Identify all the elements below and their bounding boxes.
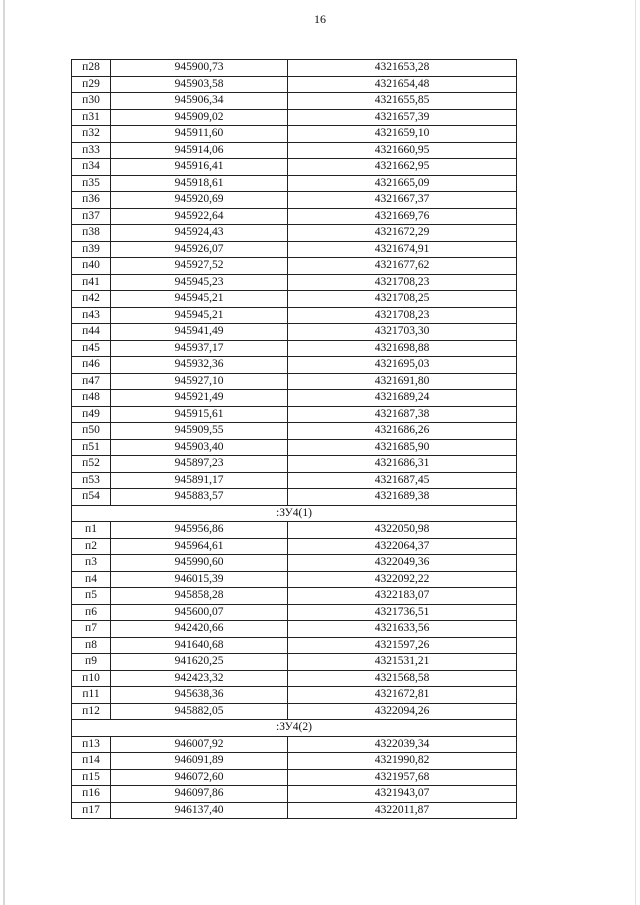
table-row xyxy=(72,423,517,440)
point-id-cell: п14 xyxy=(72,753,111,770)
y-coordinate-cell: 4321708,23 xyxy=(288,274,517,291)
y-coordinate-cell: 4321695,03 xyxy=(288,357,517,374)
x-coordinate-cell: 941640,68 xyxy=(111,637,288,654)
table-row xyxy=(72,109,517,126)
point-id-cell: п45 xyxy=(72,340,111,357)
x-coordinate-cell: 945903,58 xyxy=(111,76,288,93)
y-coordinate-cell: 4321633,56 xyxy=(288,621,517,638)
table-row xyxy=(72,241,517,258)
y-coordinate-cell: 4321660,95 xyxy=(288,142,517,159)
point-id-cell: п52 xyxy=(72,456,111,473)
point-id-cell: п12 xyxy=(72,703,111,720)
x-coordinate-cell: 942420,66 xyxy=(111,621,288,638)
point-id-cell: п15 xyxy=(72,769,111,786)
y-coordinate-cell: 4321531,21 xyxy=(288,654,517,671)
y-coordinate-cell: 4321665,09 xyxy=(288,175,517,192)
table-row xyxy=(72,687,517,704)
x-coordinate-cell: 945937,17 xyxy=(111,340,288,357)
x-coordinate-cell: 945926,07 xyxy=(111,241,288,258)
y-coordinate-cell: 4321657,39 xyxy=(288,109,517,126)
scan-edge-right xyxy=(635,0,636,905)
scan-edge-left xyxy=(3,0,5,905)
point-id-cell: п53 xyxy=(72,472,111,489)
table-row xyxy=(72,76,517,93)
x-coordinate-cell: 945918,61 xyxy=(111,175,288,192)
y-coordinate-cell: 4321659,10 xyxy=(288,126,517,143)
x-coordinate-cell: 945891,17 xyxy=(111,472,288,489)
table-row xyxy=(72,93,517,110)
table-row xyxy=(72,654,517,671)
x-coordinate-cell: 946091,89 xyxy=(111,753,288,770)
x-coordinate-cell: 945883,57 xyxy=(111,489,288,506)
x-coordinate-cell: 945932,36 xyxy=(111,357,288,374)
coordinates-table xyxy=(71,59,517,819)
y-coordinate-cell: 4321568,58 xyxy=(288,670,517,687)
point-id-cell: п41 xyxy=(72,274,111,291)
table-row xyxy=(72,753,517,770)
point-id-cell: п30 xyxy=(72,93,111,110)
x-coordinate-cell: 942423,32 xyxy=(111,670,288,687)
y-coordinate-cell: 4321957,68 xyxy=(288,769,517,786)
point-id-cell: п43 xyxy=(72,307,111,324)
point-id-cell: п7 xyxy=(72,621,111,638)
y-coordinate-cell: 4322049,36 xyxy=(288,555,517,572)
x-coordinate-cell: 945945,21 xyxy=(111,307,288,324)
x-coordinate-cell: 945945,21 xyxy=(111,291,288,308)
y-coordinate-cell: 4322050,98 xyxy=(288,522,517,539)
x-coordinate-cell: 945941,49 xyxy=(111,324,288,341)
point-id-cell: п46 xyxy=(72,357,111,374)
table-row xyxy=(72,604,517,621)
y-coordinate-cell: 4321653,28 xyxy=(288,60,517,77)
point-id-cell: п33 xyxy=(72,142,111,159)
table-row xyxy=(72,357,517,374)
y-coordinate-cell: 4321698,88 xyxy=(288,340,517,357)
y-coordinate-cell: 4321685,90 xyxy=(288,439,517,456)
y-coordinate-cell: 4321667,37 xyxy=(288,192,517,209)
x-coordinate-cell: 945916,41 xyxy=(111,159,288,176)
section-header-row xyxy=(72,720,517,737)
y-coordinate-cell: 4321736,51 xyxy=(288,604,517,621)
y-coordinate-cell: 4321672,81 xyxy=(288,687,517,704)
x-coordinate-cell: 945964,61 xyxy=(111,538,288,555)
y-coordinate-cell: 4321708,23 xyxy=(288,307,517,324)
y-coordinate-cell: 4321689,38 xyxy=(288,489,517,506)
point-id-cell: п48 xyxy=(72,390,111,407)
x-coordinate-cell: 945990,60 xyxy=(111,555,288,572)
x-coordinate-cell: 946137,40 xyxy=(111,802,288,819)
y-coordinate-cell: 4321674,91 xyxy=(288,241,517,258)
x-coordinate-cell: 946015,39 xyxy=(111,571,288,588)
point-id-cell: п40 xyxy=(72,258,111,275)
table-row xyxy=(72,489,517,506)
x-coordinate-cell: 945903,40 xyxy=(111,439,288,456)
y-coordinate-cell: 4321691,80 xyxy=(288,373,517,390)
page-number: 16 xyxy=(314,12,326,26)
x-coordinate-cell: 945906,34 xyxy=(111,93,288,110)
x-coordinate-cell: 945945,23 xyxy=(111,274,288,291)
x-coordinate-cell: 945914,06 xyxy=(111,142,288,159)
y-coordinate-cell: 4322183,07 xyxy=(288,588,517,605)
x-coordinate-cell: 945924,43 xyxy=(111,225,288,242)
y-coordinate-cell: 4321943,07 xyxy=(288,786,517,803)
point-id-cell: п16 xyxy=(72,786,111,803)
y-coordinate-cell: 4321597,26 xyxy=(288,637,517,654)
x-coordinate-cell: 945915,61 xyxy=(111,406,288,423)
y-coordinate-cell: 4321687,38 xyxy=(288,406,517,423)
table-row xyxy=(72,225,517,242)
point-id-cell: п37 xyxy=(72,208,111,225)
x-coordinate-cell: 945911,60 xyxy=(111,126,288,143)
table-row xyxy=(72,373,517,390)
y-coordinate-cell: 4321655,85 xyxy=(288,93,517,110)
table-row xyxy=(72,126,517,143)
table-row xyxy=(72,802,517,819)
point-id-cell: п3 xyxy=(72,555,111,572)
point-id-cell: п4 xyxy=(72,571,111,588)
table-row xyxy=(72,340,517,357)
y-coordinate-cell: 4321708,25 xyxy=(288,291,517,308)
table-row xyxy=(72,736,517,753)
x-coordinate-cell: 945600,07 xyxy=(111,604,288,621)
point-id-cell: п47 xyxy=(72,373,111,390)
point-id-cell: п2 xyxy=(72,538,111,555)
table-row xyxy=(72,208,517,225)
table-row xyxy=(72,291,517,308)
point-id-cell: п1 xyxy=(72,522,111,539)
x-coordinate-cell: 945921,49 xyxy=(111,390,288,407)
point-id-cell: п28 xyxy=(72,60,111,77)
y-coordinate-cell: 4321672,29 xyxy=(288,225,517,242)
x-coordinate-cell: 945900,73 xyxy=(111,60,288,77)
point-id-cell: п51 xyxy=(72,439,111,456)
point-id-cell: п13 xyxy=(72,736,111,753)
point-id-cell: п38 xyxy=(72,225,111,242)
y-coordinate-cell: 4321689,24 xyxy=(288,390,517,407)
table-row xyxy=(72,324,517,341)
table-row xyxy=(72,571,517,588)
y-coordinate-cell: 4321703,30 xyxy=(288,324,517,341)
y-coordinate-cell: 4321669,76 xyxy=(288,208,517,225)
y-coordinate-cell: 4321990,82 xyxy=(288,753,517,770)
y-coordinate-cell: 4322039,34 xyxy=(288,736,517,753)
point-id-cell: п35 xyxy=(72,175,111,192)
y-coordinate-cell: 4322092,22 xyxy=(288,571,517,588)
table-row xyxy=(72,472,517,489)
y-coordinate-cell: 4321677,62 xyxy=(288,258,517,275)
table-row xyxy=(72,456,517,473)
table-row xyxy=(72,439,517,456)
x-coordinate-cell: 945909,55 xyxy=(111,423,288,440)
table-row xyxy=(72,175,517,192)
table-row xyxy=(72,555,517,572)
table-row xyxy=(72,274,517,291)
x-coordinate-cell: 946072,60 xyxy=(111,769,288,786)
table-row xyxy=(72,258,517,275)
coordinates-table-body xyxy=(72,60,517,819)
x-coordinate-cell: 945882,05 xyxy=(111,703,288,720)
point-id-cell: п17 xyxy=(72,802,111,819)
table-row xyxy=(72,786,517,803)
section-header-row xyxy=(72,505,517,522)
y-coordinate-cell: 4321654,48 xyxy=(288,76,517,93)
table-row xyxy=(72,307,517,324)
table-row xyxy=(72,192,517,209)
table-row xyxy=(72,60,517,77)
point-id-cell: п8 xyxy=(72,637,111,654)
point-id-cell: п32 xyxy=(72,126,111,143)
point-id-cell: п49 xyxy=(72,406,111,423)
table-row xyxy=(72,637,517,654)
y-coordinate-cell: 4322094,26 xyxy=(288,703,517,720)
section-title: :ЗУ4(2) xyxy=(72,720,517,737)
x-coordinate-cell: 945897,23 xyxy=(111,456,288,473)
y-coordinate-cell: 4321686,26 xyxy=(288,423,517,440)
x-coordinate-cell: 945927,10 xyxy=(111,373,288,390)
x-coordinate-cell: 945638,36 xyxy=(111,687,288,704)
point-id-cell: п36 xyxy=(72,192,111,209)
x-coordinate-cell: 946097,86 xyxy=(111,786,288,803)
table-row xyxy=(72,769,517,786)
table-row xyxy=(72,159,517,176)
table-row xyxy=(72,390,517,407)
y-coordinate-cell: 4321662,95 xyxy=(288,159,517,176)
y-coordinate-cell: 4322064,37 xyxy=(288,538,517,555)
x-coordinate-cell: 946007,92 xyxy=(111,736,288,753)
point-id-cell: п50 xyxy=(72,423,111,440)
point-id-cell: п11 xyxy=(72,687,111,704)
point-id-cell: п5 xyxy=(72,588,111,605)
point-id-cell: п31 xyxy=(72,109,111,126)
table-row xyxy=(72,621,517,638)
point-id-cell: п42 xyxy=(72,291,111,308)
point-id-cell: п54 xyxy=(72,489,111,506)
table-row xyxy=(72,538,517,555)
y-coordinate-cell: 4321687,45 xyxy=(288,472,517,489)
x-coordinate-cell: 941620,25 xyxy=(111,654,288,671)
x-coordinate-cell: 945956,86 xyxy=(111,522,288,539)
x-coordinate-cell: 945909,02 xyxy=(111,109,288,126)
x-coordinate-cell: 945858,28 xyxy=(111,588,288,605)
table-row xyxy=(72,703,517,720)
x-coordinate-cell: 945927,52 xyxy=(111,258,288,275)
table-row xyxy=(72,588,517,605)
point-id-cell: п34 xyxy=(72,159,111,176)
point-id-cell: п44 xyxy=(72,324,111,341)
point-id-cell: п6 xyxy=(72,604,111,621)
point-id-cell: п10 xyxy=(72,670,111,687)
section-title: :ЗУ4(1) xyxy=(72,505,517,522)
point-id-cell: п29 xyxy=(72,76,111,93)
table-row xyxy=(72,670,517,687)
y-coordinate-cell: 4321686,31 xyxy=(288,456,517,473)
x-coordinate-cell: 945922,64 xyxy=(111,208,288,225)
y-coordinate-cell: 4322011,87 xyxy=(288,802,517,819)
table-row xyxy=(72,522,517,539)
point-id-cell: п9 xyxy=(72,654,111,671)
point-id-cell: п39 xyxy=(72,241,111,258)
table-row xyxy=(72,406,517,423)
x-coordinate-cell: 945920,69 xyxy=(111,192,288,209)
table-row xyxy=(72,142,517,159)
